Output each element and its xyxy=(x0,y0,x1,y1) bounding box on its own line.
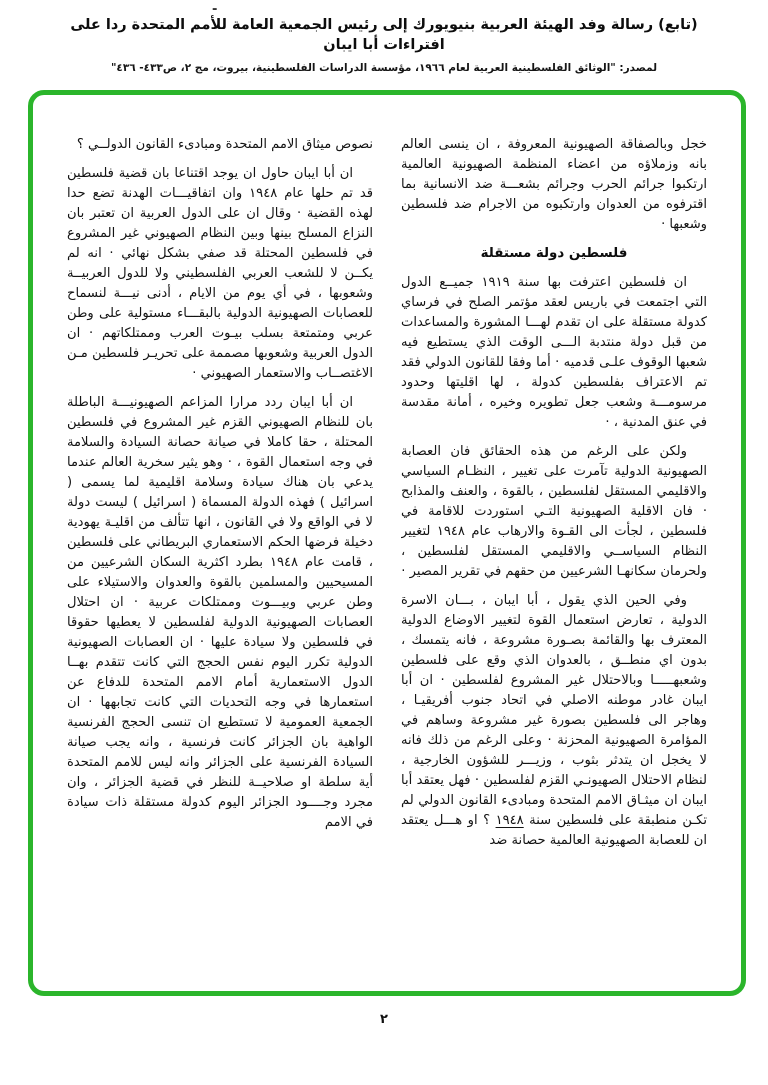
page-number: ٢ xyxy=(380,1012,388,1027)
document-title: (تابع) رسالة وفد الهيئة العربية بنيويورك إلى رئيس الجمعية العامة للأمم المتحدة ردا على افتراءات أبا ايبان xyxy=(70,17,698,53)
left-paragraph-2: ان أبا ايبان حاول ان يوجد اقتناعا بان قضية فلسطين قد تم حلها عام ١٩٤٨ وان اتفاقيـــات الهدنة تضع حدا لهذه القضية · وقال ان على الدول العربية ان تعتبر بان النزاع المسلح بينها وبين النظام الصهيوني غير المشروع في فلسطين المحتلة قد صفي بشكل نهائي · انه لم يكــن لا للشعب العربي الفلسطيني ولا للدول العربيــة وشعوبها ، في أي يوم من الايام ، أدنى نيـــة لنسماح للعصابات الصهيونية الدولية بالبقـــاء مستولية على وطن عربي ومتمتعة بسلب بيـوت العرب وممتلكاتهم · ان الدول العربية وشعوبها مصممة على تحريـر فلسطين مـن الاغتصــاب والاستعمار الصهيوني · xyxy=(67,166,373,381)
underlined-year-1948: ١٩٤٨ xyxy=(495,813,524,828)
right-paragraph-4-text-end: ؟ او هـــل يعتقد ان للعصابة الصهيونية العالمية حصانة ضد xyxy=(401,813,707,848)
column-right xyxy=(401,135,707,967)
document-header xyxy=(0,0,768,74)
document-source-citation: لمصدر: "الوثائق الفلسطينية العربية لعام ١٩٦٦، مؤسسة الدراسات الفلسطينية، بيروت، مج ٢، ص٤٣٣- ٤٣٦" xyxy=(110,62,658,75)
column-left xyxy=(67,135,373,967)
section-heading-palestine-independent-state: فلسطين دولة مستقلة xyxy=(480,246,628,261)
green-border-box xyxy=(28,90,746,996)
scan-artifact-dash: - xyxy=(212,2,218,17)
right-paragraph-2: ان فلسطين اعترفت بها سنة ١٩١٩ جميــع الدول التي اجتمعت في باريس لعقد مؤتمر الصلح في فرساي كدولة مستقلة على ان تقدم لهـــا المشورة والمساعدات من قبل دولة منتدبة الـــى الوقت الذي يستطيع فيه شعبها الوقوف علـى قدميه · أما وفقا للقانون الدولي فقد تم الاعتراف بفلسطين كدولة ، لها اقليتها وحدود مرسومـــة وشعب جعل تطويره وخيره ، أمانة مقدسة في عنق المدنية ، · xyxy=(401,275,707,430)
right-paragraph-4 xyxy=(401,591,707,851)
right-paragraph-3: ولكن على الرغم من هذه الحقائق فان العصابة الصهيونية الدولية تآمرت على تغيير ، النظـام السياسي والاقليمي المستقل لفلسطين ، بالقوة ، والعنف والمذابح · فان الاقلية الصهيونية التـي استوردت للاقامة في فلسطين ، لجأت الى القـوة والارهاب عام ١٩٤٨ لتغيير النظام السياســي والاقليمي المستقل لفلسطين ، ولحرمان سكانهـا الشرعيين من حقهم في تقرير المصير · xyxy=(401,444,707,579)
left-paragraph-3: ان أبا ايبان ردد مرارا المزاعم الصهيونيـــة الباطلة بان للنظام الصهيوني القزم غير المشروع في فلسطين المحتلة ، حقا كاملا في صيانة حصانة السيادة والسلامة في وجه استعمال القوة ، · وهو يثير سخرية العالم عندما يدعي بان هناك سيادة وسلامة اقليمية لما يسمى ( اسرائيل ) فهذه الدولة المسماة ( اسرائيل ) ليست دولة لا في الواقع ولا في القانون ، انها تتألف من اقليـة يهودية دخيلة فرضها الحكم الاستعماري البريطاني على فلسطين ، قامت عام ١٩٤٨ بطرد اكثرية السكان الشرعيين من المسيحيين والمسلمين بالقوة والعدوان والاستيلاء على وطن عربي وبيـــوت وممتلكات عربية · ان احتلال العصابات الصهيونية الدولية لفلسطين لا يعطيها حقوقا في فلسطين ولا سيادة عليها · ان العصابات الصهيونية الدولية تكرر اليوم نفس الحجج التي كانت تتقدم بهــا الدول الاستعمارية أمام الامم المتحدة للدفاع عن استعمارها في وجه التحديات التي كانت تجابهها · ان الجمعية العمومية لا تستطيع ان تنسى الحجج الفرنسية الواهية بان الجزائر كانت فرنسية ، وانه يجب صيانة السيادة الفرنسية على الجزائر وانه ليس للامم المتحدة أية سلطة او صلاحيــة للنظر في قضية الجزائر ، وان مجرد وجــــود الجزائر اليوم كدولة مستقلة ذات سيادة في الامم xyxy=(67,395,373,830)
right-paragraph-continuation: خجل وبالصفاقة الصهيونية المعروفة ، ان ينسى العالم بانه وزملاؤه من اعضاء المنظمة الصهيونية العالمية ارتكبوا جرائم الحرب وجرائم بشعـــة ضد الانسانية بما اقترفوه من العدوان وارتكبوه من الاجرام ضد فلسطين وشعبها · xyxy=(401,137,707,232)
right-paragraph-4-text: وفي الحين الذي يقول ، أبا ايبان ، بـــان الاسرة الدولية ، تعارض استعمال القوة لتغيير الاوضاع الدولية المعترف بها والقائمة بصـورة مشروعة ، فانه يتمسك ، بدون اي منطــق ، بالعدوان الذي وقع على فلسطين وشعبهـــــا وبالاحتلال غير المشروع لفلسطين · ان أبا ايبان غادر موطنه الاصلي في اتحاد جنوب أفريقيـا ، وهاجر الى فلسطين بصورة غير مشروعة وساهم في المؤامرة الصهيونية المحزنة · وعلى الرغم من ذلك فانه لا يخجل ان يتدثر بثوب ، وزيـــر للشؤون الخارجية ، لنظام الاحتلال الصهيونـي القزم لفلسطين · فهل يعتقد أبا ايبان ان ميثـاق الامم المتحدة ومبادىء القانون الدولي لم تكـن منطبقة على فلسطين سنة xyxy=(401,593,707,828)
left-paragraph-continuation: نصوص ميثاق الامم المتحدة ومبادىء القانون الدولــي ؟ xyxy=(76,137,373,152)
